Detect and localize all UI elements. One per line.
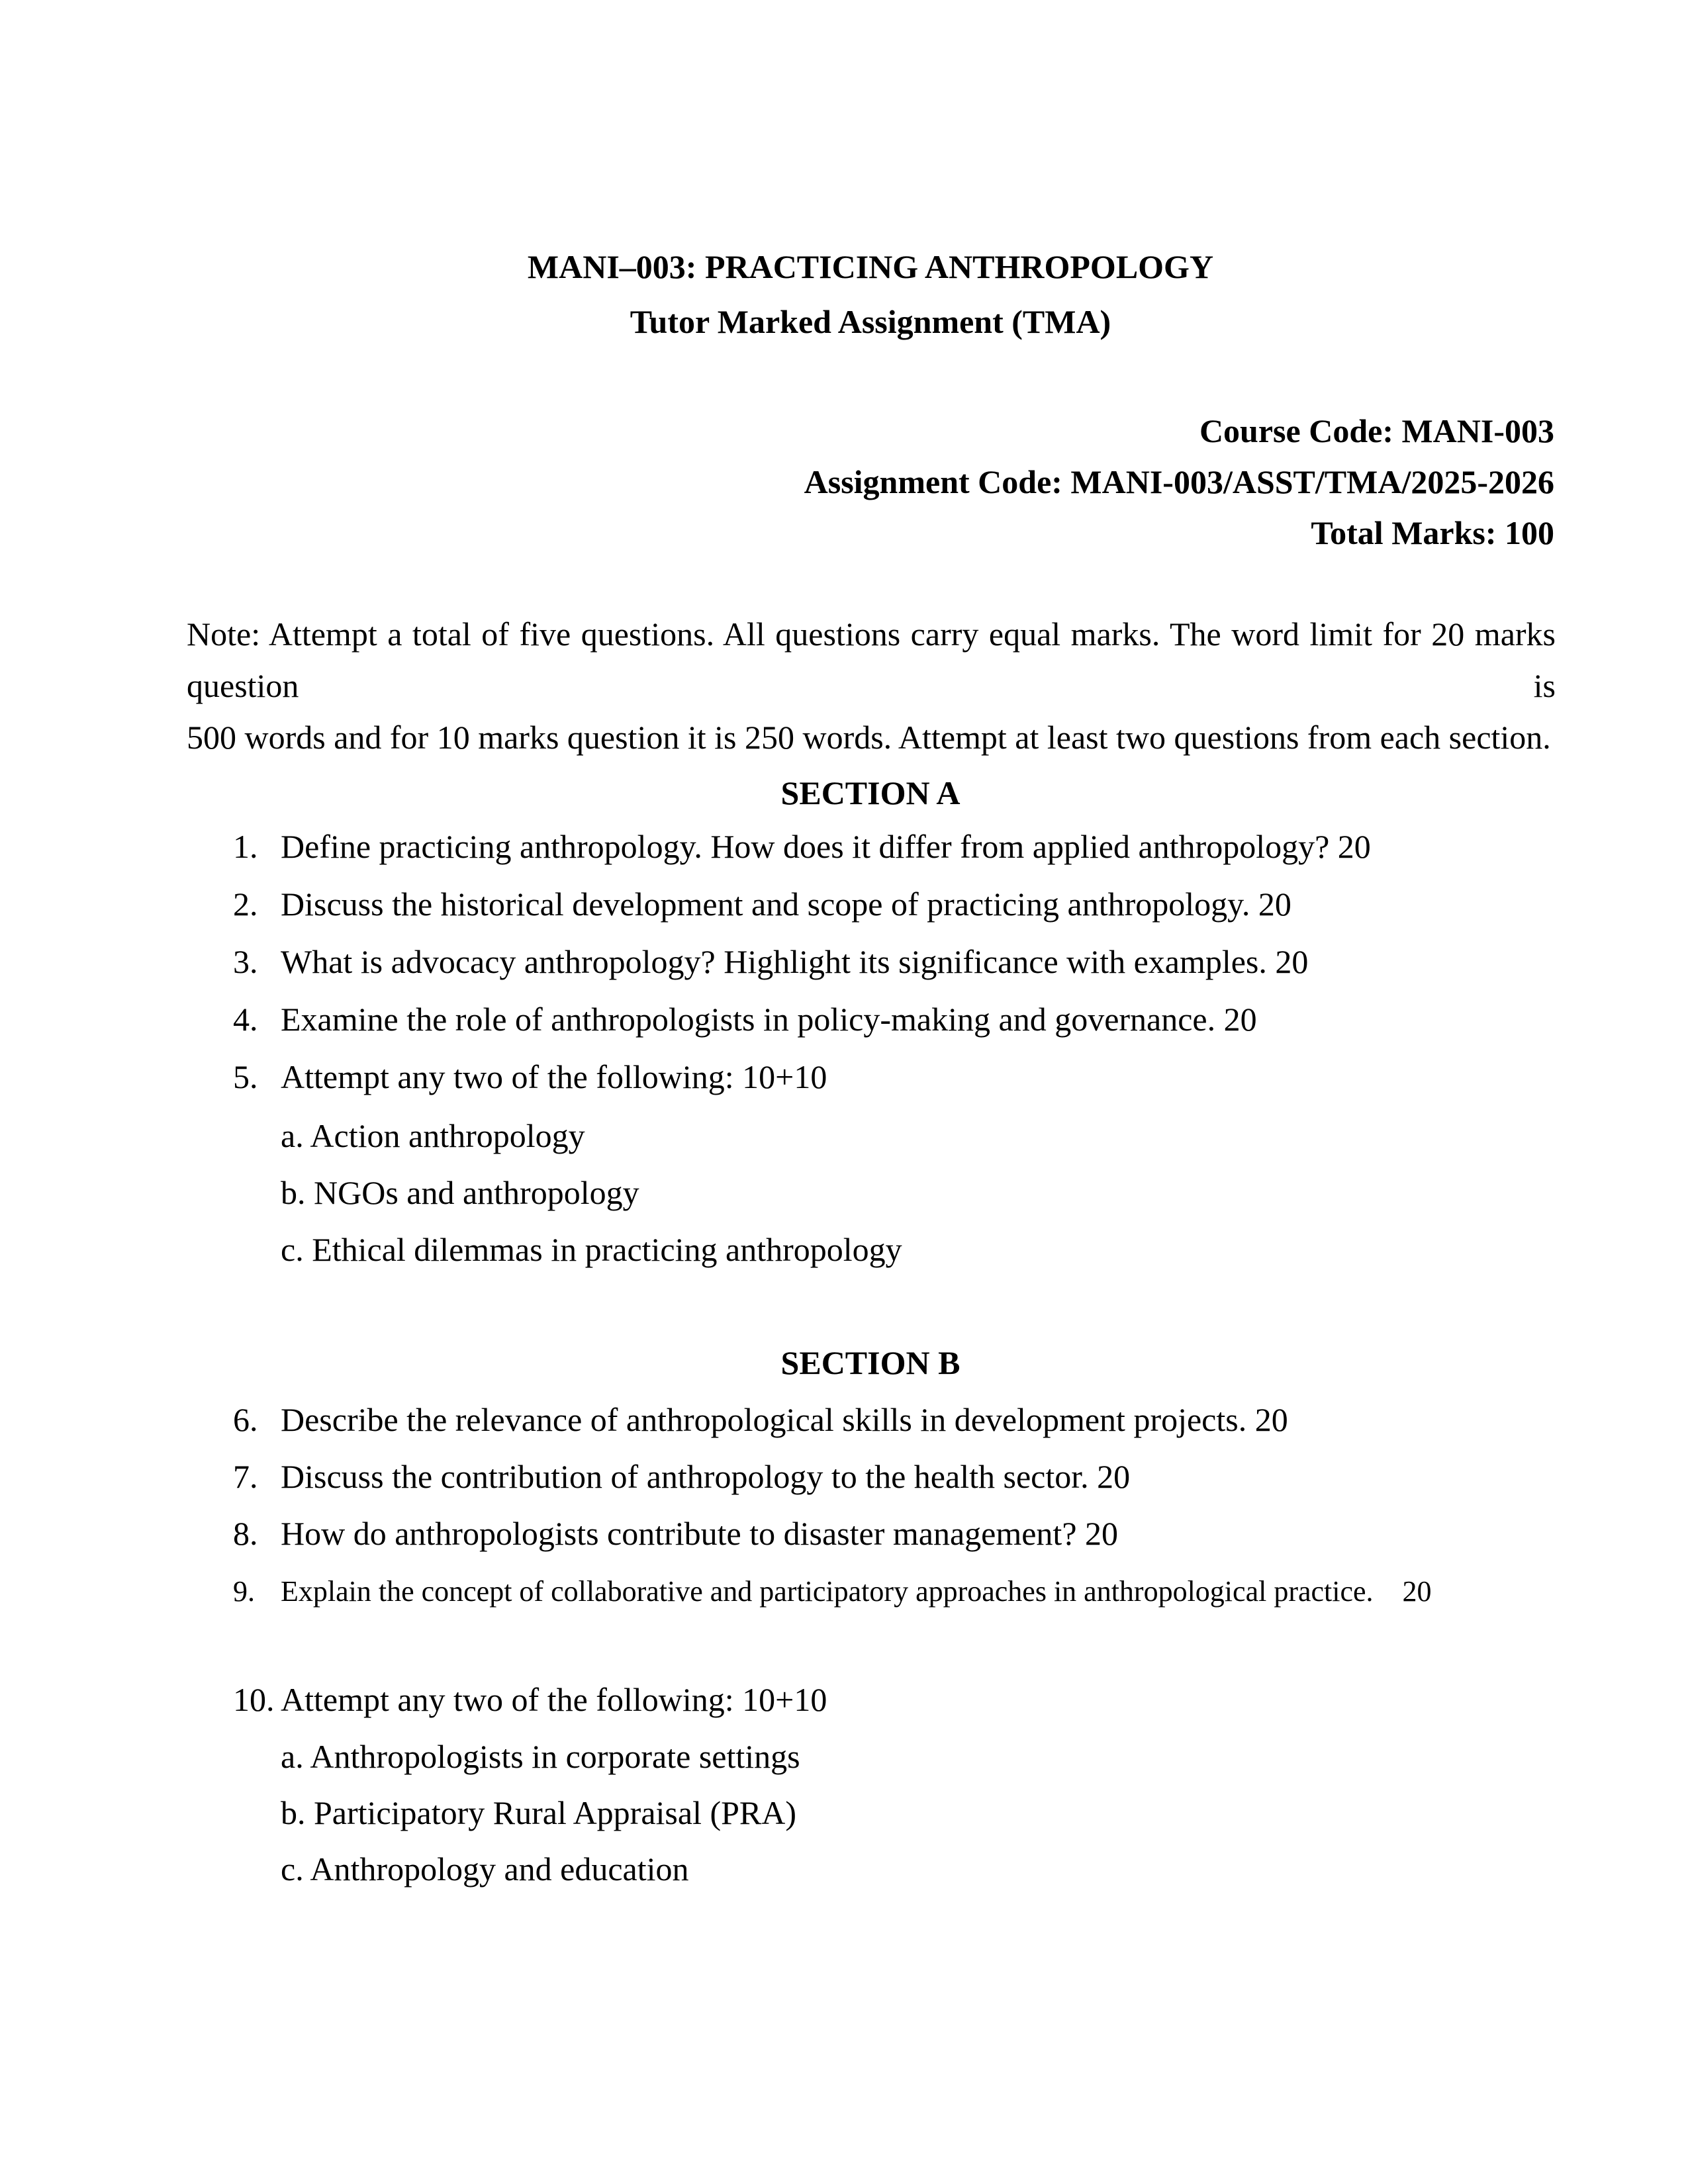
question-6 <box>233 1395 1557 1445</box>
question-5 <box>233 1052 1557 1102</box>
question-10-sub-item-a: a. Anthropologists in corporate settings <box>281 1738 800 1775</box>
total-marks-line: Total Marks: 100 <box>1311 514 1554 551</box>
question-3-number: 3. <box>233 943 258 980</box>
page-title: MANI–003: PRACTICING ANTHROPOLOGY <box>527 248 1214 285</box>
question-10 <box>233 1675 1557 1725</box>
question-2-number: 2. <box>233 886 258 923</box>
question-3 <box>233 937 1557 987</box>
question-2 <box>233 880 1557 929</box>
question-10-text: Attempt any two of the following: 10+10 <box>281 1681 827 1718</box>
assignment-code-line: Assignment Code: MANI-003/ASST/TMA/2025-2026 <box>804 463 1554 500</box>
question-9-text: Explain the concept of collaborative and participatory approaches in anthropological practice. 20 <box>281 1575 1432 1608</box>
page-subtitle: Tutor Marked Assignment (TMA) <box>630 303 1111 340</box>
question-5-text: Attempt any two of the following: 10+10 <box>281 1058 827 1095</box>
note-paragraph <box>187 608 1556 763</box>
question-6-text: Describe the relevance of anthropological skills in development projects. 20 <box>281 1401 1288 1438</box>
question-8-number: 8. <box>233 1515 258 1552</box>
question-5-number: 5. <box>233 1058 258 1095</box>
header-info-block <box>182 406 1554 559</box>
course-code-line: Course Code: MANI-003 <box>1199 412 1554 449</box>
note-line-2: 500 words and for 10 marks question it is 250 words. Attempt at least two questions from each section. <box>187 719 1551 756</box>
question-5-sub-item-a: a. Action anthropology <box>281 1117 585 1154</box>
question-1-text: Define practicing anthropology. How does it differ from applied anthropology? 20 <box>281 828 1371 865</box>
section-b-heading: SECTION B <box>780 1344 961 1381</box>
question-1-number: 1. <box>233 828 258 865</box>
question-7-number: 7. <box>233 1458 258 1495</box>
note-line-1: Note: Attempt a total of five questions. All questions carry equal marks. The word limit for 20 marks question is <box>187 615 1556 704</box>
question-3-text: What is advocacy anthropology? Highlight its significance with examples. 20 <box>281 943 1309 980</box>
question-4 <box>233 995 1557 1044</box>
question-9-number: 9. <box>233 1575 255 1608</box>
question-8-text: How do anthropologists contribute to disaster management? 20 <box>281 1515 1119 1552</box>
question-6-number: 6. <box>233 1401 258 1438</box>
question-5-sub-item-c: c. Ethical dilemmas in practicing anthropology <box>281 1231 902 1268</box>
section-a-heading: SECTION A <box>780 774 961 811</box>
question-9 <box>233 1567 1557 1616</box>
question-2-text: Discuss the historical development and scope of practicing anthropology. 20 <box>281 886 1291 923</box>
question-4-number: 4. <box>233 1001 258 1038</box>
question-1 <box>233 822 1557 872</box>
question-7 <box>233 1452 1557 1502</box>
question-10-sub-item-c: c. Anthropology and education <box>281 1850 689 1888</box>
question-8 <box>233 1509 1557 1559</box>
question-4-text: Examine the role of anthropologists in policy-making and governance. 20 <box>281 1001 1257 1038</box>
question-7-text: Discuss the contribution of anthropology to the health sector. 20 <box>281 1458 1131 1495</box>
question-10-number: 10. <box>233 1681 275 1718</box>
question-5-sub-item-b: b. NGOs and anthropology <box>281 1174 639 1211</box>
question-10-sub-item-b: b. Participatory Rural Appraisal (PRA) <box>281 1794 797 1831</box>
